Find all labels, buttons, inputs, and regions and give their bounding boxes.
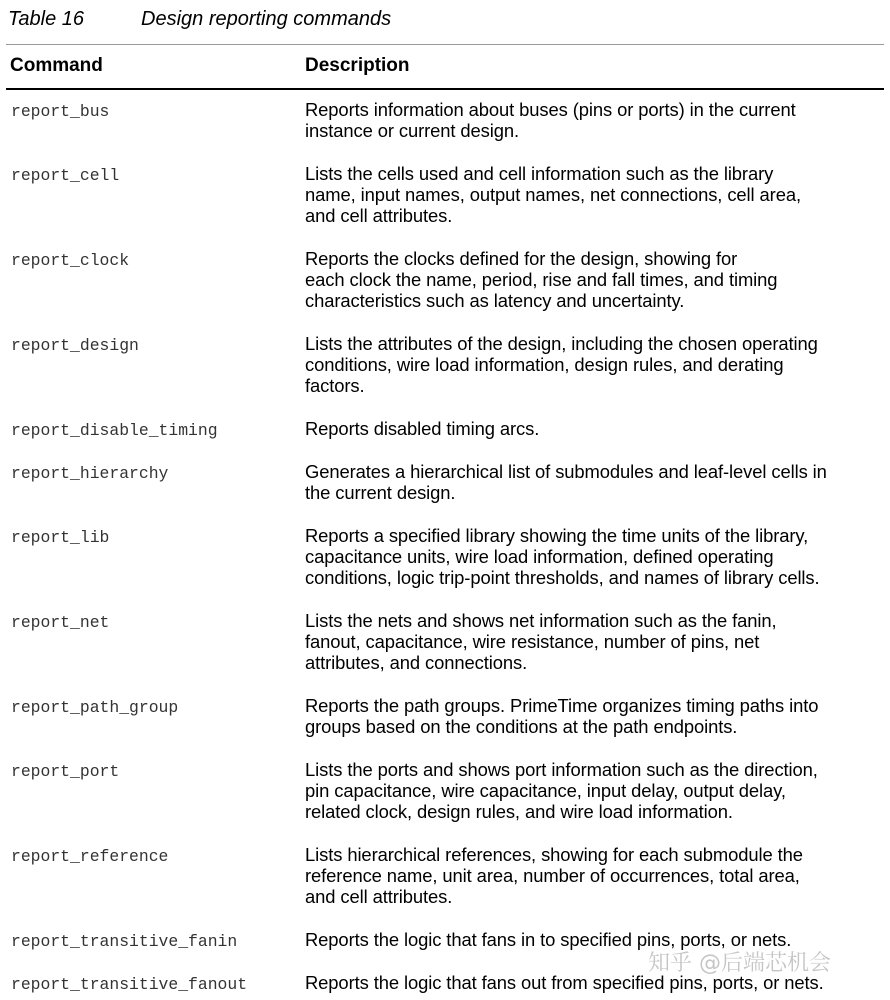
table-header: [10, 53, 884, 79]
description-line: name, input names, output names, net connections, cell area,: [305, 184, 801, 205]
command-cell: report_lib: [11, 528, 110, 547]
command-cell: report_hierarchy: [11, 464, 169, 483]
description-line: Lists the nets and shows net information such as the fanin,: [305, 610, 777, 631]
description-cell: [305, 929, 880, 950]
description-cell: [305, 610, 880, 673]
description-cell: [305, 99, 880, 141]
description-cell: [305, 461, 880, 503]
description-line: Reports the logic that fans out from specified pins, ports, or nets.: [305, 972, 824, 993]
description-line: related clock, design rules, and wire load information.: [305, 801, 733, 822]
description-line: each clock the name, period, rise and fall times, and timing: [305, 269, 778, 290]
description-cell: [305, 248, 880, 311]
description-line: the current design.: [305, 482, 456, 503]
description-line: Lists hierarchical references, showing for each submodule the: [305, 844, 803, 865]
description-line: fanout, capacitance, wire resistance, number of pins, net: [305, 631, 760, 652]
description-line: pin capacitance, wire capacitance, input delay, output delay,: [305, 780, 786, 801]
description-line: attributes, and connections.: [305, 652, 528, 673]
command-cell: report_transitive_fanout: [11, 975, 248, 994]
header-description: Description: [305, 55, 410, 76]
command-cell: report_net: [11, 613, 110, 632]
description-line: factors.: [305, 375, 365, 396]
command-cell: report_path_group: [11, 698, 179, 717]
command-cell: report_reference: [11, 847, 169, 866]
description-cell: [305, 759, 880, 822]
description-line: instance or current design.: [305, 120, 520, 141]
command-cell: report_design: [11, 336, 139, 355]
command-cell: report_cell: [11, 166, 120, 185]
description-cell: [305, 333, 880, 396]
table-caption: [8, 6, 391, 32]
description-line: Reports the logic that fans in to specified pins, ports, or nets.: [305, 929, 792, 950]
table-number: Table 16: [8, 8, 84, 30]
description-cell: [305, 525, 880, 588]
command-cell: report_bus: [11, 102, 110, 121]
top-rule: [6, 44, 884, 45]
description-line: capacitance units, wire load information, defined operating: [305, 546, 774, 567]
description-line: groups based on the conditions at the path endpoints.: [305, 716, 738, 737]
description-line: conditions, logic trip-point thresholds, and names of library cells.: [305, 567, 820, 588]
description-line: Reports a specified library showing the time units of the library,: [305, 525, 809, 546]
description-line: reference name, unit area, number of occurrences, total area,: [305, 865, 800, 886]
description-cell: [305, 418, 880, 439]
command-cell: report_disable_timing: [11, 421, 218, 440]
description-line: Lists the cells used and cell information such as the library: [305, 163, 774, 184]
description-line: conditions, wire load information, design rules, and derating: [305, 354, 784, 375]
watermark: 知乎 @后端芯机会: [648, 951, 831, 976]
description-line: characteristics such as latency and uncertainty.: [305, 290, 685, 311]
description-line: Reports information about buses (pins or ports) in the current: [305, 99, 796, 120]
description-cell: [305, 695, 880, 737]
description-cell: [305, 163, 880, 226]
command-cell: report_clock: [11, 251, 130, 270]
header-rule: [6, 88, 884, 90]
command-cell: report_port: [11, 762, 120, 781]
description-line: Reports the path groups. PrimeTime organizes timing paths into: [305, 695, 819, 716]
description-line: Reports disabled timing arcs.: [305, 418, 540, 439]
header-command: Command: [10, 55, 103, 76]
table-title: Design reporting commands: [141, 8, 392, 30]
description-line: Lists the attributes of the design, including the chosen operating: [305, 333, 818, 354]
description-cell: [305, 844, 880, 907]
description-line: Reports the clocks defined for the design, showing for: [305, 248, 738, 269]
description-line: and cell attributes.: [305, 886, 453, 907]
command-cell: report_transitive_fanin: [11, 932, 238, 951]
description-line: and cell attributes.: [305, 205, 453, 226]
description-line: Lists the ports and shows port information such as the direction,: [305, 759, 818, 780]
description-line: Generates a hierarchical list of submodules and leaf-level cells in: [305, 461, 827, 482]
